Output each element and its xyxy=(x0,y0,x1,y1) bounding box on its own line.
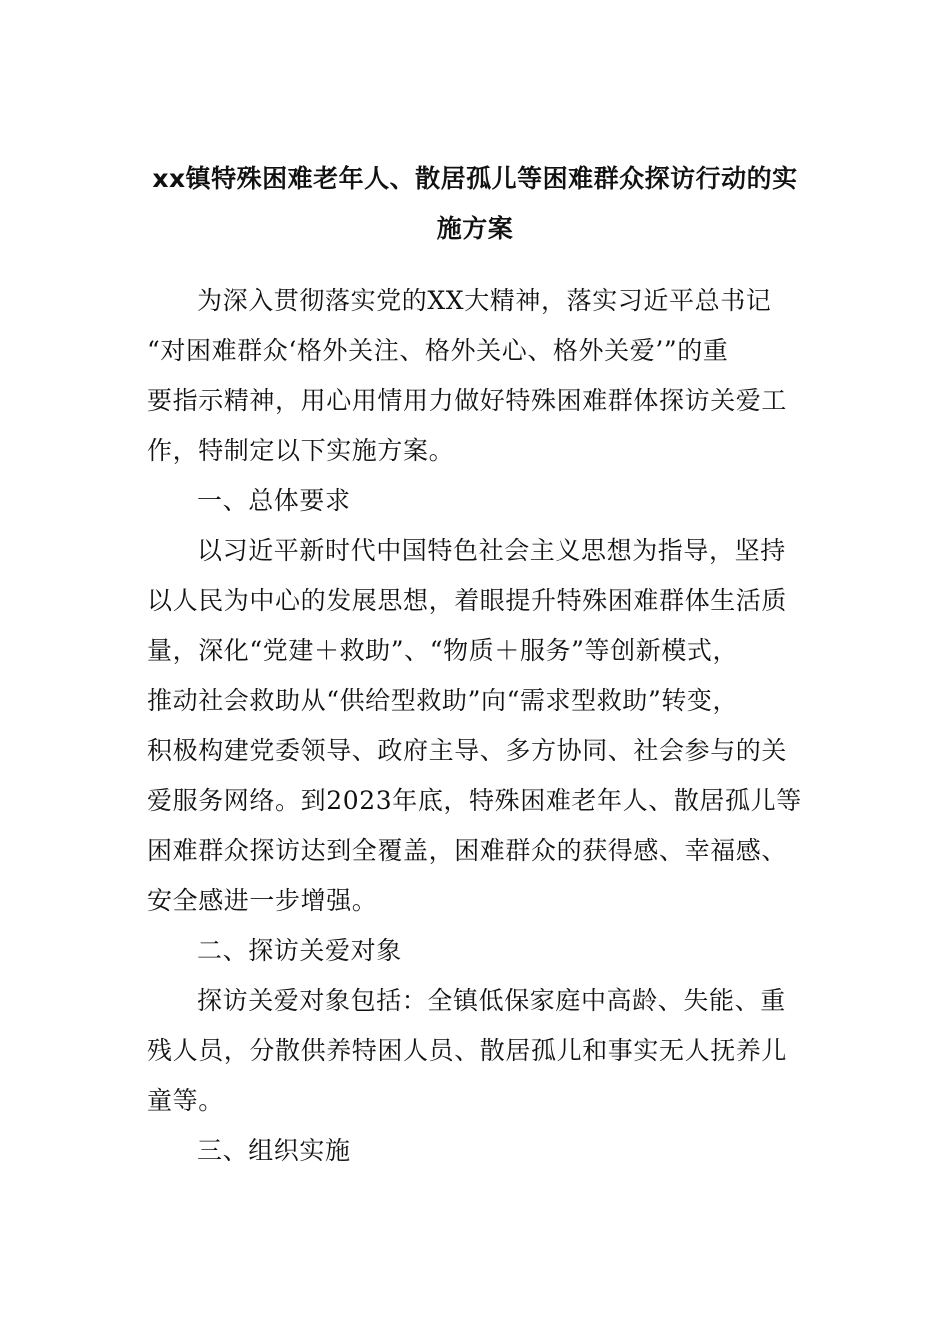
requirements-paragraph-line: 以习近平新时代中国特色社会主义思想为指导，坚持 xyxy=(197,536,786,565)
section-heading-general-requirements: 一、总体要求 xyxy=(197,486,351,515)
intro-paragraph-line: 为深入贯彻落实党的XX大精神，落实习近平总书记 xyxy=(197,286,772,315)
requirements-paragraph-line: 爱服务网络。到2023年底，特殊困难老年人、散居孤儿等 xyxy=(147,786,802,815)
requirements-paragraph-line: 安全感进一步增强。 xyxy=(147,886,378,915)
requirements-paragraph-line: 困难群众探访达到全覆盖，困难群众的获得感、幸福感、 xyxy=(147,836,788,865)
requirements-paragraph-line: 以人民为中心的发展思想，着眼提升特殊困难群体生活质 xyxy=(147,586,788,615)
targets-paragraph-line: 残人员，分散供养特困人员、散居孤儿和事实无人抚养儿 xyxy=(147,1036,788,1065)
intro-paragraph-line: 作，特制定以下实施方案。 xyxy=(147,436,455,465)
document-title-line-2: 施方案 xyxy=(436,214,514,243)
section-heading-care-targets: 二、探访关爱对象 xyxy=(197,936,402,965)
targets-paragraph-line: 探访关爱对象包括：全镇低保家庭中高龄、失能、重 xyxy=(197,986,786,1015)
requirements-paragraph-line: 量，深化“党建＋救助”、“物质＋服务”等创新模式， xyxy=(147,636,739,665)
intro-paragraph-line: 要指示精神，用心用情用力做好特殊困难群体探访关爱工 xyxy=(147,386,788,415)
targets-paragraph-line: 童等。 xyxy=(147,1086,224,1115)
section-heading-implementation: 三、组织实施 xyxy=(197,1136,351,1165)
document-title-line-1: xx镇特殊困难老年人、散居孤儿等困难群众探访行动的实 xyxy=(152,164,798,193)
requirements-paragraph-line: 推动社会救助从“供给型救助”向“需求型救助”转变， xyxy=(147,686,739,715)
requirements-paragraph-line: 积极构建党委领导、政府主导、多方协同、社会参与的关 xyxy=(147,736,788,765)
intro-paragraph-line: “对困难群众‘格外关注、格外关心、格外关爱’”的重 xyxy=(147,336,729,365)
